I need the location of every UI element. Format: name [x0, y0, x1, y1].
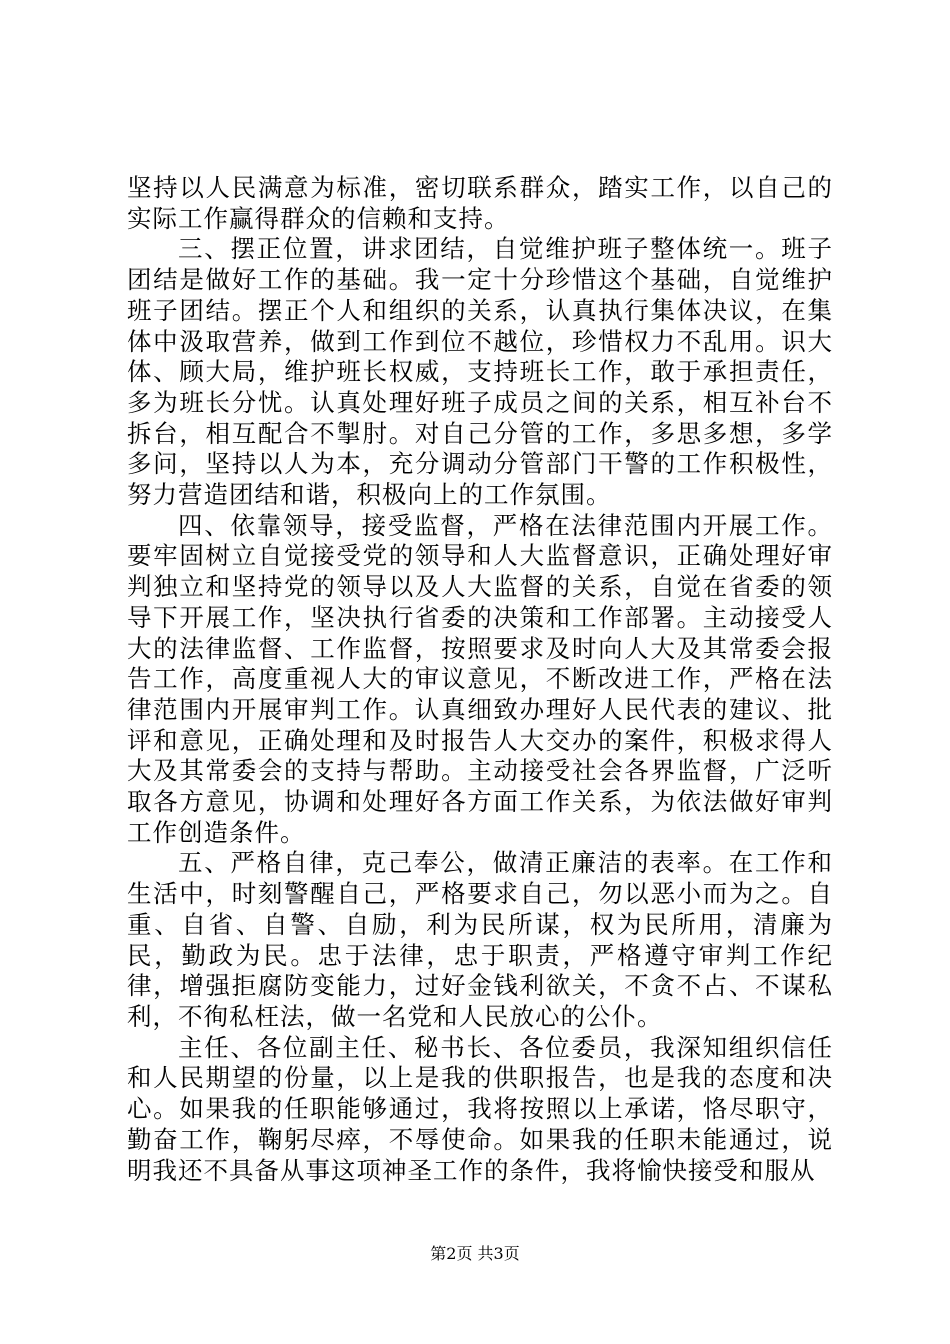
- paragraph-section-5: 五、严格自律，克己奉公，做清正廉洁的表率。在工作和生活中，时刻警醒自己，严格要求自己，勿以恶小而为之。自重、自省、自警、自励，利为民所谋，权为民所用，清廉为民，勤政为民。忠于法律，忠于职责，严格遵守审判工作纪律，增强拒腐防变能力，过好金钱利欲关，不贪不占、不谋私利，不徇私枉法，做一名党和人民放心的公仆。: [127, 848, 833, 1031]
- paragraph-section-3: 三、摆正位置，讲求团结，自觉维护班子整体统一。班子团结是做好工作的基础。我一定十分珍惜这个基础，自觉维护班子团结。摆正个人和组织的关系，认真执行集体决议，在集体中汲取营养，做到工作到位不越位，珍惜权力不乱用。识大体、顾大局，维护班长权威，支持班长工作，敢于承担责任，多为班长分忧。认真处理好班子成员之间的关系，相互补台不拆台，相互配合不掣肘。对自己分管的工作，多思多想，多学多问，坚持以人为本，充分调动分管部门干警的工作积极性，努力营造团结和谐，积极向上的工作氛围。: [127, 234, 833, 510]
- paragraph-section-4: 四、依靠领导，接受监督，严格在法律范围内开展工作。要牢固树立自觉接受党的领导和人大监督意识，正确处理好审判独立和坚持党的领导以及人大监督的关系，自觉在省委的领导下开展工作，坚决执行省委的决策和工作部署。主动接受人大的法律监督、工作监督，按照要求及时向人大及其常委会报告工作，高度重视人大的审议意见，不断改进工作，严格在法律范围内开展审判工作。认真细致办理好人民代表的建议、批评和意见，正确处理和及时报告人大交办的案件，积极求得人大及其常委会的支持与帮助。主动接受社会各界监督，广泛听取各方意见，协调和处理好各方面工作关系，为依法做好审判工作创造条件。: [127, 510, 833, 847]
- paragraph-continuation: 坚持以人民满意为标准，密切联系群众，踏实工作，以自己的实际工作赢得群众的信赖和支持。: [127, 173, 833, 233]
- paragraph-closing: 主任、各位副主任、秘书长、各位委员，我深知组织信任和人民期望的份量，以上是我的供职报告，也是我的态度和决心。如果我的任职能够通过，我将按照以上承诺，恪尽职守，勤奋工作，鞠躬尽瘁，不辱使命。如果我的任职未能通过，说明我还不具备从事这项神圣工作的条件，我将愉快接受和服从: [127, 1032, 833, 1185]
- document-body: [127, 173, 833, 1186]
- page-number-footer: 第2页 共3页: [430, 1244, 520, 1263]
